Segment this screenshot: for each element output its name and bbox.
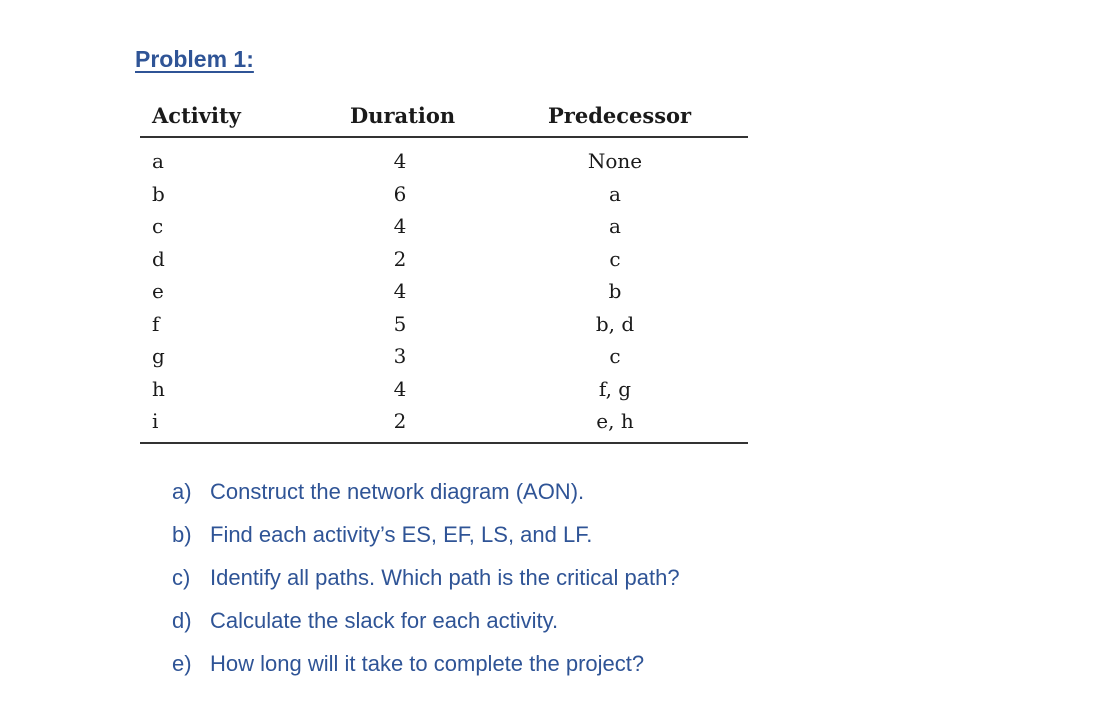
activity-cell: b — [152, 181, 165, 206]
activity-cell: f — [152, 311, 160, 336]
activity-cell: a — [152, 149, 164, 173]
duration-cell: 2 — [393, 246, 407, 271]
question-text: Identify all paths. Which path is the critical path? — [210, 565, 680, 590]
header-duration: Duration — [350, 103, 456, 128]
question-item — [172, 564, 680, 607]
duration-cell: 2 — [393, 409, 407, 433]
predecessor-cell: b — [608, 279, 622, 303]
duration-cell: 6 — [393, 181, 407, 206]
predecessor-cell: a — [609, 181, 621, 206]
predecessor-cell: f, g — [598, 376, 632, 401]
table-top-rule — [140, 136, 748, 138]
table-bottom-rule — [140, 442, 748, 444]
predecessor-cell: b, d — [595, 311, 635, 336]
duration-cell: 3 — [393, 344, 407, 368]
question-letter: a) — [172, 479, 192, 504]
question-letter: d) — [172, 608, 192, 633]
duration-column — [380, 146, 420, 439]
predecessor-cell: a — [609, 214, 621, 238]
activity-table — [140, 98, 748, 446]
duration-cell: 5 — [393, 311, 407, 336]
duration-cell: 4 — [393, 149, 407, 173]
header-predecessor: Predecessor — [548, 103, 692, 128]
question-list — [172, 478, 680, 693]
problem-title: Problem 1: — [135, 46, 254, 72]
activity-cell: g — [152, 344, 165, 368]
predecessor-cell: c — [609, 344, 621, 368]
question-text: Calculate the slack for each activity. — [210, 608, 559, 633]
predecessor-cell: None — [587, 149, 643, 173]
predecessor-cell: e, h — [596, 409, 634, 433]
activity-cell: h — [152, 376, 165, 401]
question-text: Find each activity’s ES, EF, LS, and LF. — [210, 522, 593, 547]
activity-cell: e — [152, 279, 164, 303]
header-activity: Activity — [152, 103, 241, 128]
question-item — [172, 607, 680, 650]
predecessor-cell: c — [609, 246, 621, 271]
question-letter: e) — [172, 651, 192, 676]
question-letter: c) — [172, 565, 191, 590]
predecessor-column — [570, 146, 660, 439]
question-item — [172, 521, 680, 564]
activity-cell: c — [152, 214, 164, 238]
question-item — [172, 650, 680, 693]
question-text: How long will it take to complete the project? — [210, 651, 645, 676]
activity-column — [152, 146, 192, 439]
activity-cell: d — [152, 246, 165, 271]
duration-cell: 4 — [393, 376, 407, 401]
question-letter: b) — [172, 522, 192, 547]
question-item — [172, 478, 680, 521]
duration-cell: 4 — [393, 279, 407, 303]
activity-cell: i — [152, 409, 159, 433]
question-text: Construct the network diagram (AON). — [210, 479, 585, 504]
duration-cell: 4 — [393, 214, 407, 238]
